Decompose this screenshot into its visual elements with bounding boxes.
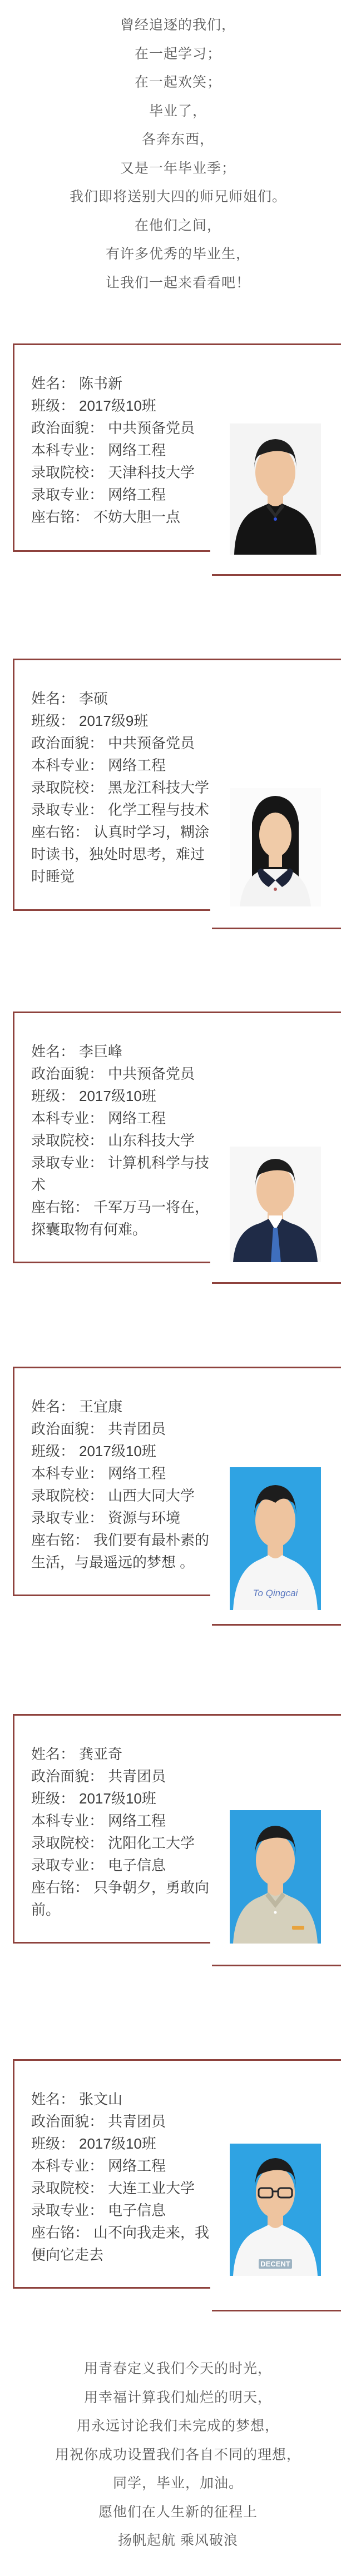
student-info	[31, 372, 217, 528]
student-info	[31, 1743, 217, 1921]
student-photo-lishuo	[230, 788, 321, 906]
field-value: 中共预备党员	[108, 735, 195, 751]
field-label: 本科专业：	[31, 442, 104, 459]
field-value: 2017级10班	[79, 1088, 156, 1104]
card-border-bottom	[13, 1262, 210, 1263]
student-photo-zhangwenshan	[230, 2144, 321, 2276]
field-row	[31, 417, 217, 439]
field-value: 共青团员	[108, 1421, 166, 1437]
student-info	[31, 687, 217, 888]
field-label: 座右铭：	[31, 1199, 90, 1215]
field-value: 电子信息	[108, 2202, 166, 2219]
card-border-bottom	[13, 550, 210, 552]
field-label: 姓名：	[31, 2091, 75, 2107]
field-label: 座右铭：	[31, 2224, 90, 2241]
poem-line: 我们即将送别大四的师兄师姐们。	[69, 189, 286, 205]
poem-line: 用幸福计算我们灿烂的明天，	[83, 2389, 272, 2405]
field-label: 录取专业：	[31, 1857, 104, 1874]
field-row	[31, 754, 217, 776]
field-value: 天津科技大学	[108, 464, 195, 481]
card-border-top	[13, 343, 341, 345]
field-value: 山东科技大学	[108, 1132, 195, 1149]
field-label: 政治面貌：	[31, 1768, 104, 1785]
field-label: 姓名：	[31, 690, 75, 707]
field-label: 班级：	[31, 397, 75, 414]
field-row	[31, 1085, 217, 1107]
poem-line: 用青春定义我们今天的时光，	[83, 2361, 272, 2376]
field-row	[31, 461, 217, 484]
student-photo-chenshuxin	[230, 423, 321, 555]
field-row	[31, 1418, 217, 1440]
field-row	[31, 687, 217, 710]
field-row	[31, 372, 217, 395]
photo-underline	[212, 1282, 341, 1284]
field-row	[31, 710, 217, 732]
field-label: 录取院校：	[31, 464, 104, 481]
field-label: 录取专业：	[31, 2202, 104, 2219]
field-row	[31, 1462, 217, 1484]
card-border-bottom	[13, 1595, 210, 1596]
field-label: 姓名：	[31, 1043, 75, 1060]
field-value: 龚亚奇	[79, 1746, 123, 1762]
field-label: 录取院校：	[31, 779, 104, 796]
poem-line: 用永远讨论我们未完成的梦想，	[76, 2418, 279, 2434]
field-row	[31, 1196, 217, 1240]
field-label: 录取专业：	[31, 1509, 104, 1526]
field-value: 中共预备党员	[108, 420, 195, 436]
field-label: 录取院校：	[31, 1835, 104, 1851]
field-label: 本科专业：	[31, 757, 104, 774]
field-value: 网络工程	[108, 1465, 166, 1482]
photo-underline	[212, 1624, 341, 1626]
field-value: 网络工程	[108, 1110, 166, 1127]
field-row	[31, 1765, 217, 1787]
field-label: 政治面貌：	[31, 1065, 104, 1082]
field-row	[31, 799, 217, 821]
field-row	[31, 1152, 217, 1196]
shirt-print-text: DECENT	[260, 2260, 290, 2268]
student-photo-wangyikang	[230, 1467, 321, 1610]
field-row	[31, 1507, 217, 1529]
field-row	[31, 1396, 217, 1418]
poem-line: 又是一年毕业季；	[120, 160, 236, 176]
field-row	[31, 1832, 217, 1854]
field-row	[31, 1529, 217, 1573]
field-value: 网络工程	[108, 2158, 166, 2174]
field-row	[31, 776, 217, 799]
field-row	[31, 2110, 217, 2132]
photo-underline	[212, 928, 341, 929]
field-row	[31, 1063, 217, 1085]
poem-line: 让我们一起来看看吧！	[105, 275, 250, 291]
card-border-top	[13, 1012, 341, 1013]
field-value: 网络工程	[108, 442, 166, 459]
field-value: 沈阳化工大学	[108, 1835, 195, 1851]
field-value: 化学工程与技术	[108, 801, 210, 818]
outro-poem	[0, 2355, 356, 2555]
field-label: 录取院校：	[31, 2180, 104, 2196]
field-row	[31, 439, 217, 461]
field-row	[31, 1484, 217, 1507]
card-border-bottom	[13, 1942, 210, 1944]
poem-line: 愿他们在人生新的征程上	[98, 2504, 258, 2520]
poem-line: 有许多优秀的毕业生，	[105, 246, 250, 262]
field-value: 山西大同大学	[108, 1487, 195, 1504]
field-label: 姓名：	[31, 1746, 75, 1762]
field-label: 本科专业：	[31, 2158, 104, 2174]
card-border-left	[13, 659, 14, 911]
card-border-left	[13, 1012, 14, 1263]
card-border-left	[13, 1367, 14, 1596]
field-value: 我们要有最朴素的生活，与最遥远的梦想 。	[31, 1532, 210, 1571]
student-info	[31, 1396, 217, 1573]
field-label: 座右铭：	[31, 509, 90, 525]
field-value: 电子信息	[108, 1857, 166, 1874]
field-value: 网络工程	[108, 486, 166, 503]
field-value: 只争朝夕，勇敢向前。	[31, 1879, 210, 1918]
student-info	[31, 2088, 217, 2266]
field-label: 录取专业：	[31, 486, 104, 503]
card-border-bottom	[13, 2287, 210, 2289]
student-info	[31, 1040, 217, 1240]
field-value: 大连工业大学	[108, 2180, 195, 2196]
poem-line: 扬帆起航 乘风破浪	[118, 2533, 238, 2548]
poem-line: 同学，毕业，加油。	[112, 2475, 243, 2491]
card-border-bottom	[13, 909, 210, 911]
field-row	[31, 506, 217, 528]
poem-line: 用祝你成功设置我们各自不同的理想，	[55, 2447, 301, 2463]
field-row	[31, 2088, 217, 2110]
field-value: 计算机科学与技术	[31, 1154, 210, 1193]
field-row	[31, 1107, 217, 1129]
field-label: 政治面貌：	[31, 1421, 104, 1437]
field-row	[31, 1787, 217, 1810]
field-label: 本科专业：	[31, 1812, 104, 1829]
field-value: 王宜康	[79, 1398, 123, 1415]
field-row	[31, 1040, 217, 1063]
field-label: 座右铭：	[31, 1532, 90, 1548]
field-label: 班级：	[31, 712, 75, 729]
poem-line: 在他们之间，	[134, 217, 221, 233]
poem-line: 在一起学习；	[134, 46, 221, 62]
field-value: 千军万马一将在，探囊取物有何难。	[31, 1199, 210, 1238]
field-row	[31, 2155, 217, 2177]
field-row	[31, 395, 217, 417]
field-value: 2017级10班	[79, 1790, 156, 1807]
field-value: 黑龙江科技大学	[108, 779, 210, 796]
field-label: 政治面貌：	[31, 735, 104, 751]
field-row	[31, 2177, 217, 2199]
field-label: 录取专业：	[31, 801, 104, 818]
intro-poem	[0, 11, 356, 297]
field-value: 网络工程	[108, 757, 166, 774]
card-border-left	[13, 1714, 14, 1944]
field-label: 录取院校：	[31, 1487, 104, 1504]
field-value: 不妨大胆一点	[93, 509, 181, 525]
field-label: 班级：	[31, 2135, 75, 2152]
card-border-top	[13, 1367, 341, 1368]
field-value: 李巨峰	[79, 1043, 123, 1060]
field-row	[31, 2199, 217, 2221]
field-value: 网络工程	[108, 1812, 166, 1829]
card-border-top	[13, 1714, 341, 1716]
field-value: 2017级10班	[79, 2135, 156, 2152]
field-row	[31, 2221, 217, 2266]
field-label: 姓名：	[31, 1398, 75, 1415]
poem-line: 毕业了，	[149, 103, 207, 119]
field-value: 山不向我走来，我便向它走去	[31, 2224, 210, 2263]
field-value: 共青团员	[108, 1768, 166, 1785]
field-label: 本科专业：	[31, 1110, 104, 1127]
student-photo-gongyaqi	[230, 1810, 321, 1944]
field-value: 共青团员	[108, 2113, 166, 2130]
student-photo-lijufeng	[230, 1147, 321, 1262]
field-value: 认真时学习，糊涂时读书，独处时思考，难过时睡觉	[31, 824, 210, 885]
field-row	[31, 484, 217, 506]
field-label: 姓名：	[31, 375, 75, 392]
poem-line: 在一起欢笑；	[134, 74, 221, 90]
card-border-left	[13, 343, 14, 552]
field-label: 班级：	[31, 1443, 75, 1459]
field-label: 座右铭：	[31, 1879, 90, 1896]
card-border-left	[13, 2059, 14, 2289]
field-value: 资源与环境	[108, 1509, 181, 1526]
field-value: 2017级10班	[79, 1443, 156, 1459]
field-row	[31, 732, 217, 754]
field-row	[31, 1440, 217, 1462]
field-label: 本科专业：	[31, 1465, 104, 1482]
field-row	[31, 1876, 217, 1921]
field-value: 2017级9班	[79, 712, 149, 729]
field-row	[31, 2132, 217, 2155]
field-label: 班级：	[31, 1790, 75, 1807]
field-value: 李硕	[79, 690, 108, 707]
field-value: 中共预备党员	[108, 1065, 195, 1082]
card-border-top	[13, 659, 341, 660]
field-label: 政治面貌：	[31, 420, 104, 436]
card-border-top	[13, 2059, 341, 2061]
photo-underline	[212, 574, 341, 576]
photo-underline	[212, 1965, 341, 1966]
field-row	[31, 1810, 217, 1832]
field-label: 政治面貌：	[31, 2113, 104, 2130]
field-label: 座右铭：	[31, 824, 90, 840]
poem-line: 各奔东西，	[141, 132, 214, 147]
field-row	[31, 821, 217, 888]
field-value: 陈书新	[79, 375, 123, 392]
field-value: 张文山	[79, 2091, 123, 2107]
field-row	[31, 1854, 217, 1876]
photo-underline	[212, 2310, 341, 2311]
field-label: 班级：	[31, 1088, 75, 1104]
field-row	[31, 1743, 217, 1765]
field-label: 录取院校：	[31, 1132, 104, 1149]
shirt-print-text: To Qingcai	[253, 1588, 298, 1598]
poem-line: 曾经追逐的我们，	[120, 17, 236, 33]
field-label: 录取专业：	[31, 1154, 104, 1171]
field-value: 2017级10班	[79, 397, 156, 414]
field-row	[31, 1129, 217, 1152]
